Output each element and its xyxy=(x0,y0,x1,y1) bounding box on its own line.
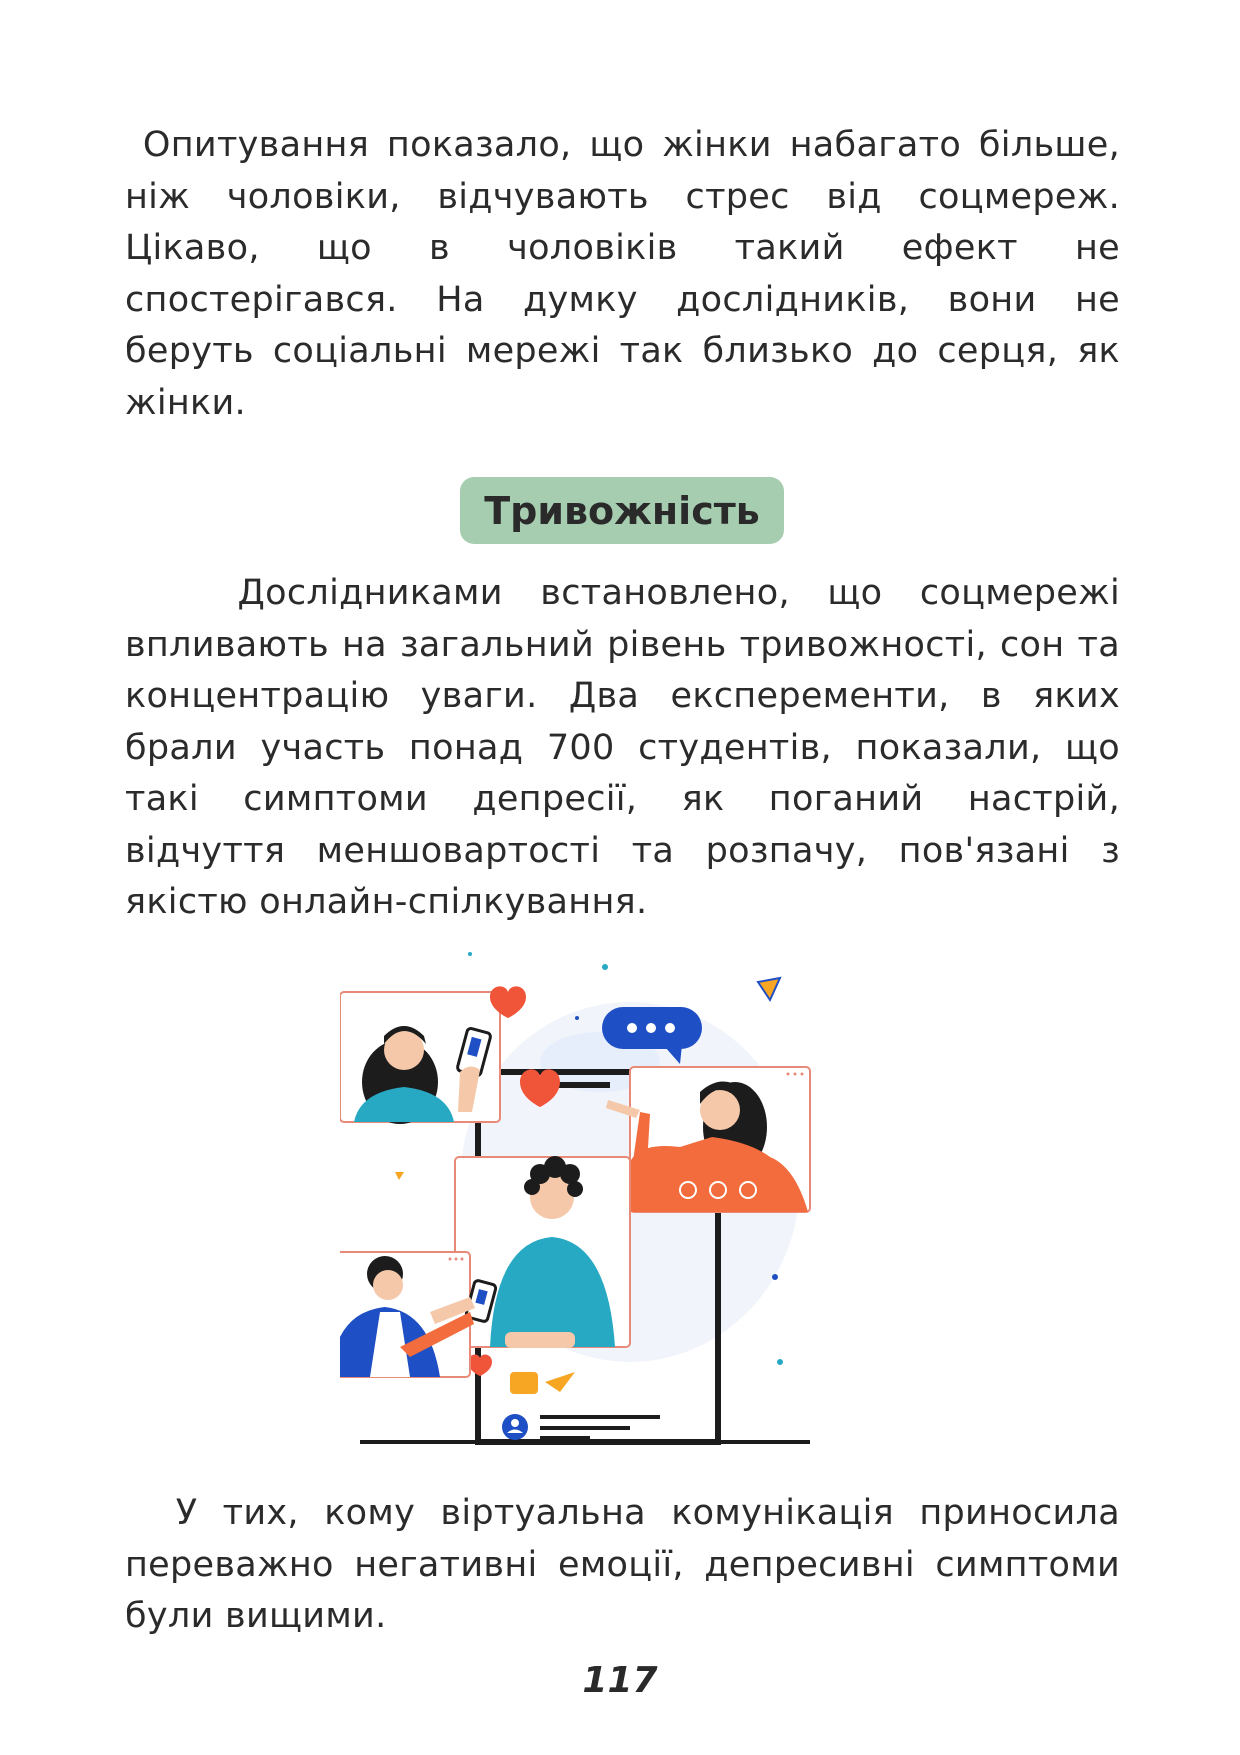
social-media-illustration xyxy=(340,952,880,1457)
section-heading: Тривожність xyxy=(460,477,784,544)
page-number: 117 xyxy=(582,1660,658,1701)
decor-dot xyxy=(468,952,472,956)
frame-top-left xyxy=(340,992,500,1124)
paragraph-text: Дослідниками встановлено, що соцмережі впливають на загальний рівень тривожності, сон та концентрацію уваги. Два експеременти, в яких брали участь понад 700 студентів, показали, що такі симптоми депресії, як поганий настрій, відчуття меншовартості та розпачу, пов'язані з якістю онлайн-спілкування. xyxy=(125,573,1120,922)
decor-triangle xyxy=(395,1172,404,1180)
decor-dot xyxy=(777,1359,783,1365)
decor-dot xyxy=(772,1274,778,1280)
paragraph-survey xyxy=(125,120,1120,429)
paragraph-text: Опитування показало, що жінки набагато більше, ніж чоловіки, відчувають стрес від соцмереж. Цікаво, що в чоловіків такий ефект не спостерігався. На думку дослідників, вони не беруть соціальні мережі так близько до серця, як жінки. xyxy=(125,125,1120,423)
paragraph-research xyxy=(125,568,1120,929)
paper-plane-icon xyxy=(758,978,780,1000)
text-line xyxy=(540,1426,630,1430)
message-icon xyxy=(510,1372,538,1394)
text-line xyxy=(540,1436,590,1440)
decor-dot xyxy=(602,964,608,970)
frame-top-right xyxy=(606,1067,810,1212)
paragraph-conclusion xyxy=(125,1488,1120,1643)
paragraph-text: У тих, кому віртуальна комунікація приносила переважно негативні емоції, депресивні симптоми були вищими. xyxy=(125,1493,1120,1636)
decor-dot xyxy=(575,1016,579,1020)
text-line xyxy=(540,1415,660,1419)
send-icon xyxy=(545,1372,575,1392)
illustration-svg xyxy=(340,952,880,1457)
